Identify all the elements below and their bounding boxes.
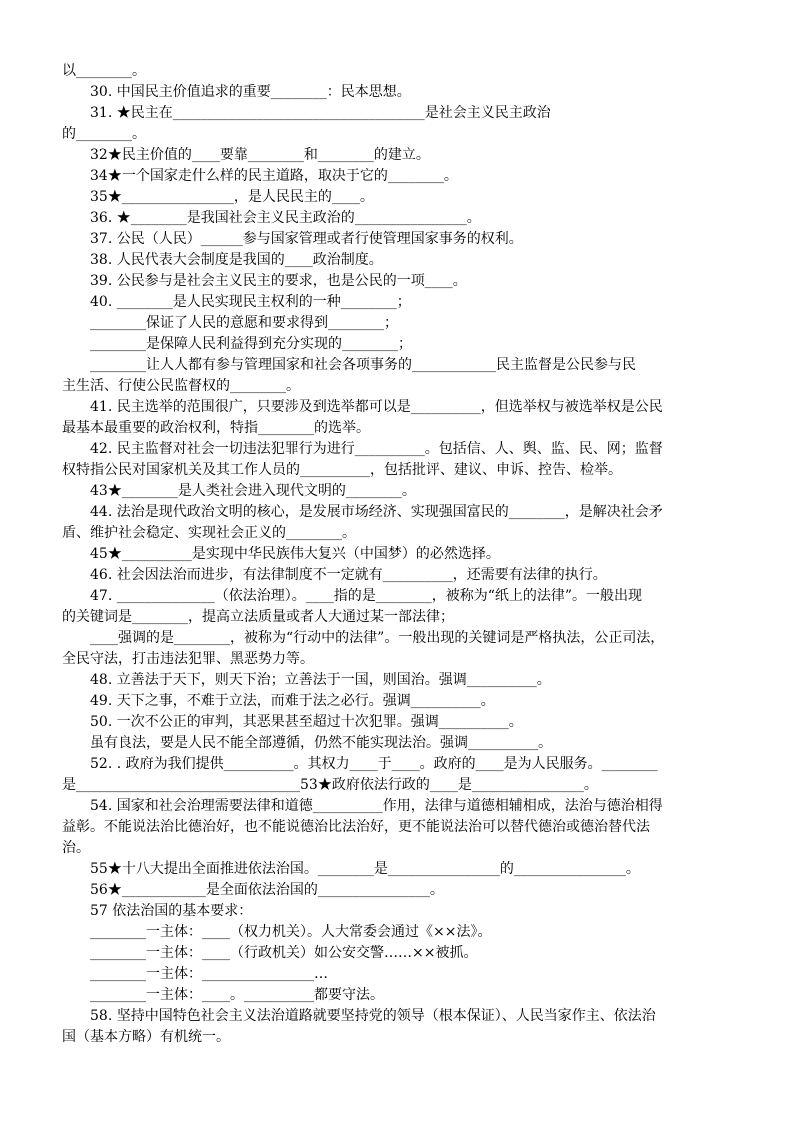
text-line: 38. 人民代表大会制度是我国的____政治制度。 [90,252,383,268]
text-line: 47. ______________（依法治理）。____指的是________，被称为“纸上的法律”。一般出现 [90,588,643,604]
text-line: 40. ________是人民实现民主权利的一种________； [90,294,411,310]
text-line: 是________________________________53★政府依法行政的____是________________。 [62,777,598,793]
text-line: 国（基本方略）有机统一。 [62,1029,230,1045]
text-line: 54. 国家和社会治理需要法律和道德__________作用，法律与道德相辅相成，法治与德治相得 [90,798,663,814]
text-line: 全民守法，打击违法犯罪、黑恶势力等。 [62,651,314,667]
text-line: ________保证了人民的意愿和要求得到________； [90,315,398,331]
text-line: 36. ★________是我国社会主义民主政治的________________。 [90,210,481,226]
text-line: 35★________________，是人民民主的____。 [90,189,374,205]
text-line: 57 依法治国的基本要求： [90,903,253,919]
text-line: 50. 一次不公正的审判，其恶果甚至超过十次犯罪。强调__________。 [90,714,523,730]
text-line: 41. 民主选举的范围很广，只要涉及到选举都可以是__________，但选举权与被选举权是公民 [90,399,663,415]
text-line: 46. 社会因法治而进步，有法律制度不一定就有__________，还需要有法律的执行。 [90,567,607,583]
text-line: 55★十八大提出全面推进依法治国。________是________________的________________。 [90,861,640,877]
text-line: 主生活、行使公民监督权的________。 [62,378,300,394]
text-line: 权特指公民对国家机关及其工作人员的__________，包括批评、建议、申诉、控告、检举。 [62,462,622,478]
text-line: 34★一个国家走什么样的民主道路，取决于它的________。 [90,168,458,184]
text-line: 49. 天下之事，不难于立法，而难于法之必行。强调__________。 [90,693,495,709]
text-line: ________一主体：____（行政机关）如公安交警……××被抓。 [90,945,478,961]
text-line: 益彰。不能说法治比德治好，也不能说德治比法治好，更不能说法治可以替代德治或德治替代法 [62,819,650,835]
text-line: 56★____________是全面依法治国的________________。 [90,882,444,898]
text-line: 32★民主价值的____要靠________和________的建立。 [90,147,430,163]
text-line: 52. . 政府为我们提供__________。其权力____于____。政府的____是为人民服务。________ [90,756,658,772]
text-line: ________一主体：____（权力机关）。人大常委会通过《××法》。 [90,924,492,940]
text-line: 37. 公民（人民）______参与国家管理或者行使管理国家事务的权利。 [90,231,523,247]
text-line: 48. 立善法于天下，则天下治；立善法于一国，则国治。强调__________。 [90,672,551,688]
text-line: ____强调的是________，被称为“行动中的法律”。一般出现的关键词是严格执法，公正司法， [90,630,665,646]
text-line: ________是保障人民利益得到充分实现的________； [90,336,412,352]
text-line: 虽有良法，要是人民不能全部遵循，仍然不能实现法治。强调__________。 [90,735,552,751]
text-line: 43★________是人类社会进入现代文明的________。 [90,483,416,499]
text-line: ________一主体：____。__________都要守法。 [90,987,384,1003]
text-line: 的关键词是________，提高立法质量或者人大通过某一部法律； [62,609,454,625]
text-line: 42. 民主监督对社会一切违法犯罪行为进行__________。包括信、人、舆、监、民、网；监督 [90,441,663,457]
text-line: 最基本最重要的政治权利，特指________的选举。 [62,420,370,436]
text-line: 盾、维护社会稳定、实现社会正义的________。 [62,525,356,541]
text-line: 治。 [62,840,90,856]
text-line: 39. 公民参与是社会主义民主的要求，也是公民的一项____。 [90,273,467,289]
text-line: ________让人人都有参与管理国家和社会各项事务的____________民主监督是公民参与民 [90,357,636,373]
text-line: 31. ★民主在____________________________________是社会主义民主政治 [90,105,551,121]
text-line: 以________。 [62,63,146,79]
text-line: 44. 法治是现代政治文明的核心，是发展市场经济、实现强国富民的________，是解决社会矛 [90,504,663,520]
text-line: 的________。 [62,126,146,142]
text-line: 58. 坚持中国特色社会主义法治道路就要坚持党的领导（根本保证）、人民当家作主、依法治 [90,1008,656,1024]
text-line: 45★__________是实现中华民族伟大复兴（中国梦）的必然选择。 [90,546,500,562]
text-line: ________一主体：________________… [90,966,328,982]
text-line: 30. 中国民主价值追求的重要________：民本思想。 [90,84,411,100]
